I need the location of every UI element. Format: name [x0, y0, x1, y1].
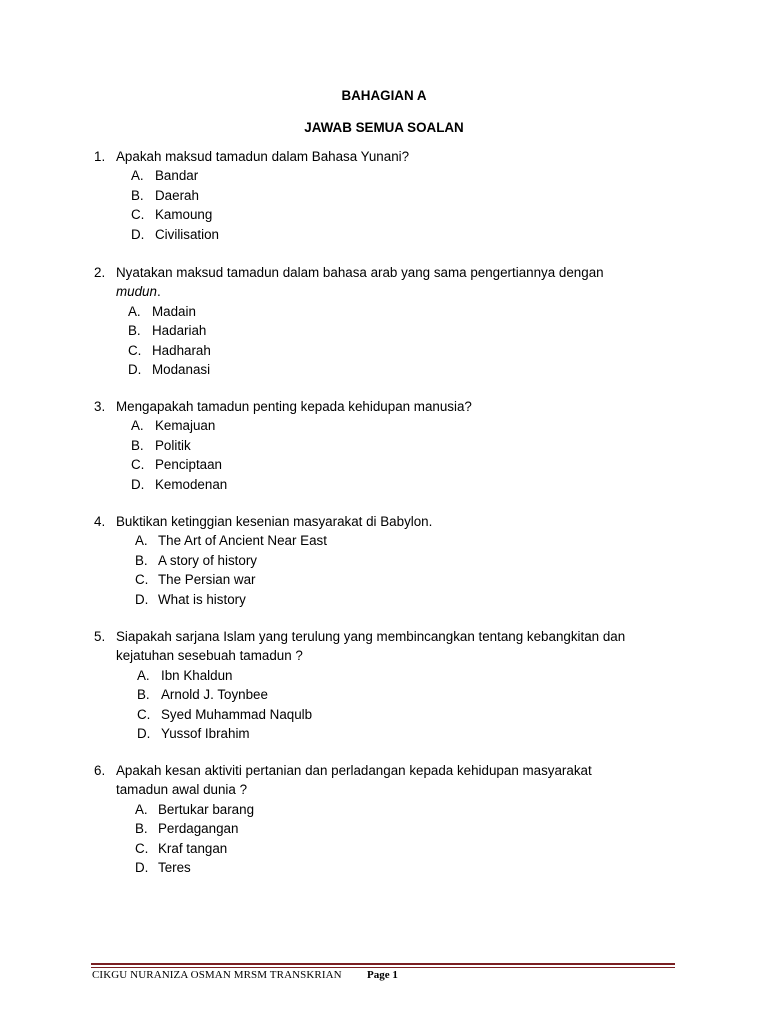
option-letter: B. — [131, 437, 144, 453]
option-text: Hadharah — [152, 342, 211, 358]
option-letter: D. — [135, 591, 149, 607]
option-letter: B. — [131, 187, 144, 203]
option-letter: B. — [135, 821, 148, 837]
option-text: Madain — [152, 303, 196, 319]
question-text: Mengapakah tamadun penting kepada kehidupan manusia? — [116, 399, 472, 414]
question-number: 2. — [94, 265, 106, 280]
footer-divider — [91, 963, 675, 965]
option-letter: C. — [135, 572, 149, 588]
option-b[interactable] — [94, 551, 664, 570]
option-b[interactable] — [94, 436, 664, 455]
section-title: BAHAGIAN A — [341, 88, 427, 103]
option-text: Kraf tangan — [158, 840, 228, 856]
option-a[interactable] — [94, 666, 664, 685]
option-text: The Persian war — [158, 572, 256, 588]
option-a[interactable] — [94, 416, 664, 435]
option-c[interactable] — [94, 705, 664, 724]
option-letter: A. — [131, 168, 144, 184]
option-a[interactable] — [94, 166, 664, 185]
option-text: Politik — [155, 437, 191, 453]
option-text: Arnold J. Toynbee — [161, 687, 268, 703]
options-list — [94, 800, 664, 878]
option-text: Ibn Khaldun — [161, 667, 233, 683]
option-text: Civilisation — [155, 226, 219, 242]
question-1 — [94, 147, 664, 244]
option-text: Modanasi — [152, 361, 211, 377]
option-letter: C. — [137, 706, 151, 722]
option-letter: C. — [131, 207, 145, 223]
options-list — [94, 302, 664, 380]
option-text: Bertukar barang — [158, 801, 255, 817]
options-list — [94, 416, 664, 494]
option-a[interactable] — [94, 531, 664, 550]
option-b[interactable] — [94, 186, 664, 205]
option-letter: D. — [137, 725, 151, 741]
question-number: 3. — [94, 399, 106, 414]
option-text: Daerah — [155, 187, 199, 203]
punctuation: . — [156, 284, 161, 300]
page-number: Page 1 — [367, 969, 398, 981]
option-b[interactable] — [94, 321, 664, 340]
question-5 — [94, 627, 664, 743]
option-letter: D. — [128, 361, 142, 377]
option-a[interactable] — [94, 302, 664, 321]
question-6 — [94, 761, 664, 877]
option-text: The Art of Ancient Near East — [158, 533, 327, 549]
option-letter: A. — [135, 533, 148, 549]
option-d[interactable] — [94, 858, 664, 877]
option-text: Teres — [158, 859, 191, 875]
option-c[interactable] — [94, 455, 664, 474]
option-letter: D. — [131, 226, 145, 242]
question-number: 1. — [94, 149, 106, 164]
option-letter: B. — [128, 323, 141, 339]
option-letter: A. — [135, 801, 148, 817]
question-3 — [94, 397, 664, 494]
option-text: Syed Muhammad Naqulb — [161, 706, 313, 722]
option-letter: B. — [135, 552, 148, 568]
option-d[interactable] — [94, 590, 664, 609]
question-text: Apakah kesan aktiviti pertanian dan perladangan kepada kehidupan masyarakat — [116, 763, 592, 778]
question-text: Buktikan ketinggian kesenian masyarakat di Babylon. — [116, 514, 433, 529]
options-list — [94, 666, 664, 744]
option-letter: C. — [131, 457, 145, 473]
option-letter: D. — [135, 859, 149, 875]
question-text-continued: kejatuhan sesebuah tamadun ? — [116, 648, 303, 664]
question-text-continued: tamadun awal dunia ? — [116, 782, 248, 798]
option-text: Kamoung — [155, 207, 213, 223]
option-letter: A. — [137, 667, 150, 683]
option-letter: C. — [135, 840, 149, 856]
option-b[interactable] — [94, 685, 664, 704]
question-text: Nyatakan maksud tamadun dalam bahasa arab yang sama pengertiannya dengan — [116, 265, 604, 280]
option-c[interactable] — [94, 839, 664, 858]
option-text: A story of history — [158, 552, 257, 568]
option-text: Yussof Ibrahim — [161, 725, 250, 741]
question-number: 4. — [94, 514, 106, 529]
footer-divider-thin — [91, 967, 675, 968]
question-number: 5. — [94, 629, 106, 644]
question-4 — [94, 512, 664, 609]
question-2 — [94, 263, 664, 379]
question-text-continued — [116, 282, 664, 301]
option-d[interactable] — [94, 475, 664, 494]
option-text: Kemodenan — [155, 476, 228, 492]
option-d[interactable] — [94, 225, 664, 244]
option-text: Perdagangan — [158, 821, 239, 837]
option-text: Bandar — [155, 168, 199, 184]
option-text: What is history — [158, 591, 246, 607]
option-c[interactable] — [94, 205, 664, 224]
option-text: Hadariah — [152, 323, 207, 339]
option-a[interactable] — [94, 800, 664, 819]
option-d[interactable] — [94, 724, 664, 743]
option-b[interactable] — [94, 819, 664, 838]
italic-term: mudun — [116, 284, 157, 300]
option-d[interactable] — [94, 360, 664, 379]
option-text: Penciptaan — [155, 457, 223, 473]
option-letter: A. — [128, 303, 141, 319]
question-number: 6. — [94, 763, 106, 778]
instruction-title: JAWAB SEMUA SOALAN — [304, 120, 464, 135]
question-text: Apakah maksud tamadun dalam Bahasa Yunani? — [116, 149, 410, 164]
option-letter: C. — [128, 342, 142, 358]
option-c[interactable] — [94, 341, 664, 360]
options-list — [94, 531, 664, 609]
option-c[interactable] — [94, 570, 664, 589]
options-list — [94, 166, 664, 244]
option-letter: A. — [131, 418, 144, 434]
footer-author: CIKGU NURANIZA OSMAN MRSM TRANSKRIAN — [92, 969, 342, 981]
option-letter: B. — [137, 687, 150, 703]
option-letter: D. — [131, 476, 145, 492]
question-text: Siapakah sarjana Islam yang terulung yang membincangkan tentang kebangkitan dan — [116, 629, 626, 644]
option-text: Kemajuan — [155, 418, 216, 434]
